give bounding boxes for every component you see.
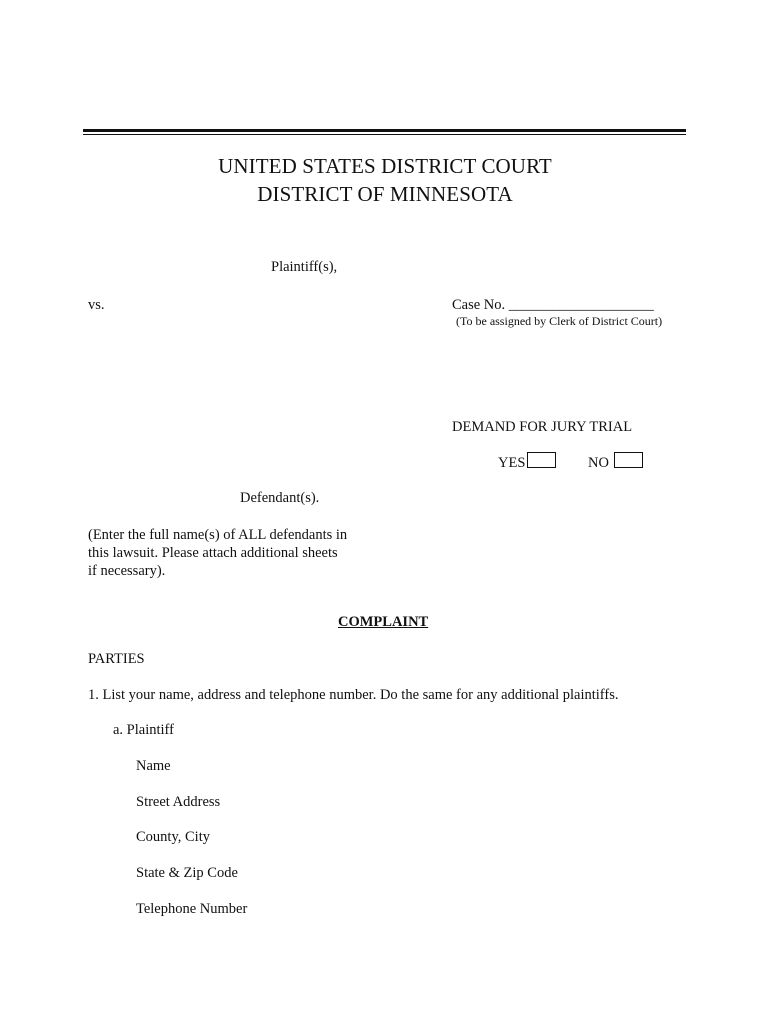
complaint-title: COMPLAINT xyxy=(338,614,429,630)
header-rule-thin xyxy=(83,134,686,135)
plaintiff-telephone-field[interactable]: Telephone Number xyxy=(136,901,248,917)
vs-label: vs. xyxy=(88,297,105,313)
plaintiff-name-field[interactable]: Name xyxy=(136,758,171,774)
jury-trial-label: DEMAND FOR JURY TRIAL xyxy=(452,419,633,435)
jury-no-label: NO xyxy=(588,455,609,471)
item-1-instruction: 1. List your name, address and telephone number. Do the same for any additional plaintiffs. xyxy=(88,687,619,703)
parties-heading: PARTIES xyxy=(88,651,145,667)
header-rule-thick xyxy=(83,129,686,132)
item-a-plaintiff: a. Plaintiff xyxy=(113,722,174,738)
plaintiff-county-city-field[interactable]: County, City xyxy=(136,829,210,845)
jury-yes-checkbox[interactable] xyxy=(527,452,556,468)
court-name-line1: UNITED STATES DISTRICT COURT xyxy=(218,154,552,178)
plaintiff-state-zip-field[interactable]: State & Zip Code xyxy=(136,865,238,881)
court-name-line2: DISTRICT OF MINNESOTA xyxy=(257,182,513,206)
jury-no-checkbox[interactable] xyxy=(614,452,643,468)
defendants-label: Defendant(s). xyxy=(240,490,320,506)
jury-yes-label: YES xyxy=(498,455,526,471)
plaintiffs-label: Plaintiff(s), xyxy=(271,259,338,275)
case-number-field[interactable]: Case No. ____________________ xyxy=(452,297,654,313)
plaintiff-street-field[interactable]: Street Address xyxy=(136,794,221,810)
case-number-note: (To be assigned by Clerk of District Court) xyxy=(456,314,663,328)
defendants-instructions: (Enter the full name(s) of ALL defendants in this lawsuit. Please attach additional sheets if necessary). xyxy=(88,527,348,579)
